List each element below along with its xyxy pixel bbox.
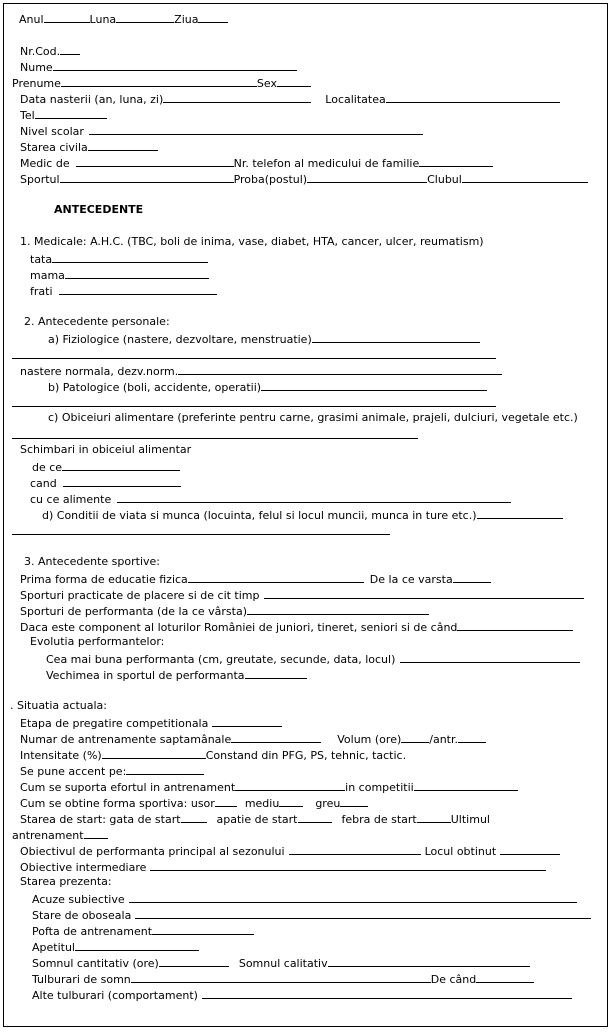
ready-field[interactable] <box>181 811 207 823</box>
father-row <box>30 251 208 265</box>
since-field[interactable] <box>476 971 534 983</box>
living-row <box>42 507 563 521</box>
consists-label: Constand din PFG, PS, tehnic, tactic. <box>205 749 407 762</box>
last-name-field[interactable] <box>53 59 297 71</box>
why-label: de ce <box>32 461 63 474</box>
trainings-field[interactable] <box>231 731 321 743</box>
normal-birth-row <box>20 363 502 377</box>
sleep-disorder-label: Tulburari de somn <box>32 973 131 986</box>
stage-row <box>20 715 282 729</box>
code-field[interactable] <box>60 43 80 55</box>
intermediate-label: Obiective intermediare <box>20 861 147 874</box>
sex-field[interactable] <box>277 75 311 87</box>
patho-field-2[interactable] <box>12 395 496 407</box>
intermediate-field[interactable] <box>150 859 546 871</box>
sleep-row <box>32 955 530 969</box>
living-field[interactable] <box>477 507 563 519</box>
diet-change-label: Schimbari in obiceiul alimentar <box>20 443 192 456</box>
sport-label: Sportul <box>20 173 60 186</box>
effort-competition-field[interactable] <box>414 779 518 791</box>
volume-field[interactable] <box>401 731 429 743</box>
place-field[interactable] <box>500 843 560 855</box>
sleep-disorder-row <box>32 971 534 985</box>
foods-label: cu ce alimente <box>30 493 112 506</box>
stage-field[interactable] <box>212 715 282 727</box>
trainings-row <box>20 731 486 745</box>
physio-field-2[interactable] <box>12 347 496 359</box>
mother-field[interactable] <box>65 267 209 279</box>
day-field[interactable] <box>198 11 228 23</box>
sleep-quantity-field[interactable] <box>159 955 229 967</box>
club-field[interactable] <box>462 171 588 183</box>
performance-label: Sporturi de performanta (de la ce vârsta) <box>20 605 247 618</box>
first-pe-row <box>20 571 491 585</box>
team-label: Daca este component al loturilor României de juniori, tineret, seniori si de când <box>20 621 458 634</box>
normal-birth-field[interactable] <box>178 363 502 375</box>
from-age-field[interactable] <box>453 571 491 583</box>
physio-line-2 <box>12 347 496 361</box>
seniority-label: Vechimea in sportul de performanta <box>46 669 245 682</box>
form-easy-label: Cum se obtine forma sportiva: usor <box>20 797 215 810</box>
physio-label: a) Fiziologice (nastere, dezvoltare, menstruatie) <box>48 333 312 346</box>
mother-row <box>30 267 209 281</box>
siblings-label: frati <box>30 285 53 298</box>
event-label: Proba(postul) <box>233 173 308 186</box>
locality-field[interactable] <box>386 91 560 103</box>
complaints-field[interactable] <box>129 891 577 903</box>
month-field[interactable] <box>116 11 174 23</box>
birth-row <box>20 91 560 105</box>
intensity-label: Intensitate (%) <box>20 749 102 762</box>
education-field[interactable] <box>89 123 423 135</box>
complaints-row <box>32 891 577 905</box>
leisure-row <box>20 587 584 601</box>
sex-label: Sex <box>256 77 277 90</box>
father-label: tata <box>30 253 53 266</box>
living-label: d) Conditii de viata si munca (locuinta, felul si locul muncii, munca in ture etc.) <box>42 509 477 522</box>
diet-line <box>12 427 418 441</box>
effort-label: Cum se suporta efortul in antrenament <box>20 781 236 794</box>
in-competition-label: in competitii <box>345 781 414 794</box>
best-field[interactable] <box>400 651 580 663</box>
intensity-field[interactable] <box>102 747 206 759</box>
first-pe-field[interactable] <box>188 571 364 583</box>
form-medium-field[interactable] <box>279 795 303 807</box>
fatigue-row <box>32 907 591 921</box>
marital-label: Starea civila <box>20 141 88 154</box>
seniority-row <box>46 667 307 681</box>
current-heading: . Situatia actuala: <box>10 699 107 712</box>
appetite-field[interactable] <box>75 939 199 951</box>
doctor-label: Medic de <box>20 157 70 170</box>
fatigue-field[interactable] <box>135 907 591 919</box>
team-field[interactable] <box>457 619 573 631</box>
first-name-label: Prenume <box>12 77 61 90</box>
phone-field[interactable] <box>35 107 107 119</box>
code-label: Nr.Cod. <box>20 45 61 58</box>
emphasis-label: Se pune accent pe: <box>20 765 127 778</box>
normal-birth-label: nastere normala, dezv.norm. <box>20 365 179 378</box>
medical-sport-form <box>3 3 608 1027</box>
diet-heading: c) Obiceiuri alimentare (preferinte pentru carne, grasimi animale, prajeli, dulciuri, vegetale etc.) <box>48 411 578 424</box>
other-disorders-field[interactable] <box>202 987 572 999</box>
why-field[interactable] <box>62 459 180 471</box>
ready-label: Starea de start: gata de start <box>20 813 181 826</box>
sleep-quality-field[interactable] <box>328 955 530 967</box>
sleep-quantity-label: Somnul cantitativ (ore) <box>32 957 159 970</box>
apathy-label: apatie de start <box>216 813 298 826</box>
personal-heading: 2. Antecedente personale: <box>24 315 170 328</box>
day-label: Ziua <box>174 13 199 26</box>
father-field[interactable] <box>52 251 208 263</box>
why-row <box>32 459 180 473</box>
marital-row <box>20 139 158 153</box>
birth-date-label: Data nasterii (an, luna, zi) <box>20 93 164 106</box>
effort-training-field[interactable] <box>235 779 345 791</box>
patho-label: b) Patologice (boli, accidente, operatii) <box>48 381 262 394</box>
other-disorders-row <box>32 987 572 1001</box>
form-medium-label: mediu <box>244 797 280 810</box>
year-field[interactable] <box>44 11 90 23</box>
sport-row <box>20 171 588 185</box>
fever-field[interactable] <box>417 811 451 823</box>
birth-date-field[interactable] <box>163 91 311 103</box>
when-row <box>30 475 181 489</box>
foods-field[interactable] <box>117 491 511 503</box>
code-row <box>20 43 80 57</box>
stage-label: Etapa de pregatire competitionala <box>20 717 209 730</box>
since-label: De când <box>430 973 477 986</box>
place-label: Locul obtinut <box>424 845 497 858</box>
appetite-training-row <box>32 923 254 937</box>
patho-row <box>48 379 487 393</box>
club-label: Clubul <box>427 173 462 186</box>
patho-field[interactable] <box>261 379 487 391</box>
form-hard-label: greu <box>315 797 341 810</box>
emphasis-row <box>20 763 204 777</box>
doctor-phone-label: Nr. telefon al medicului de familie <box>233 157 420 170</box>
doctor-phone-field[interactable] <box>419 155 493 167</box>
sleep-disorder-field[interactable] <box>131 971 431 983</box>
form-hard-field[interactable] <box>340 795 368 807</box>
doctor-row <box>20 155 493 169</box>
last-name-row <box>20 59 297 73</box>
living-field-2[interactable] <box>12 523 390 535</box>
team-row <box>20 619 573 633</box>
phone-row <box>20 107 107 121</box>
living-line-2 <box>12 523 390 537</box>
per-training-label: /antr. <box>429 733 459 746</box>
education-row <box>20 123 423 137</box>
appetite-row <box>32 939 199 953</box>
seniority-field[interactable] <box>245 667 307 679</box>
mother-label: mama <box>30 269 65 282</box>
present-state-label: Starea prezenta: <box>20 875 112 888</box>
last-training-row <box>12 827 108 841</box>
first-pe-label: Prima forma de educatie fizica <box>20 573 188 586</box>
siblings-field[interactable] <box>59 283 217 295</box>
appetite-training-label: Pofta de antrenament <box>32 925 153 938</box>
emphasis-field[interactable] <box>126 763 204 775</box>
effort-row <box>20 779 518 793</box>
date-row <box>19 11 228 25</box>
first-name-field[interactable] <box>61 75 257 87</box>
goal-label: Obiectivul de performanta principal al sezonului <box>20 845 285 858</box>
marital-field[interactable] <box>88 139 158 151</box>
form-easy-field[interactable] <box>215 795 237 807</box>
antecedents-title: ANTECEDENTE <box>54 203 144 216</box>
month-label: Luna <box>89 13 117 26</box>
trainings-label: Numar de antrenamente saptamânale <box>20 733 232 746</box>
start-state-row <box>20 811 490 825</box>
goal-row <box>20 843 560 857</box>
performance-row <box>20 603 429 617</box>
last-label: Ultimul <box>450 813 490 826</box>
when-label: cand <box>30 477 57 490</box>
patho-line-2 <box>12 395 496 409</box>
last-training-label: antrenament <box>12 829 84 842</box>
form-row <box>20 795 368 809</box>
evolution-label: Evolutia performantelor: <box>30 635 165 648</box>
per-training-field[interactable] <box>458 731 486 743</box>
intermediate-row <box>20 859 546 873</box>
year-label: Anul <box>19 13 44 26</box>
fatigue-label: Stare de oboseala <box>32 909 132 922</box>
foods-row <box>30 491 511 505</box>
last-training-field[interactable] <box>84 827 108 839</box>
phone-label: Tel <box>20 109 35 122</box>
sport-field[interactable] <box>60 171 234 183</box>
siblings-row <box>30 283 217 297</box>
medical-heading: 1. Medicale: A.H.C. (TBC, boli de inima, vase, diabet, HTA, cancer, ulcer, reumatism) <box>20 235 484 248</box>
appetite-label: Apetitul <box>32 941 75 954</box>
sleep-quality-label: Somnul calitativ <box>238 957 328 970</box>
doctor-field[interactable] <box>76 155 234 167</box>
performance-field[interactable] <box>247 603 429 615</box>
best-row <box>46 651 580 665</box>
last-name-label: Nume <box>20 61 53 74</box>
locality-label: Localitatea <box>325 93 386 106</box>
intensity-row <box>20 747 406 761</box>
appetite-training-field[interactable] <box>152 923 254 935</box>
volume-label: Volum (ore) <box>337 733 402 746</box>
goal-field[interactable] <box>289 843 421 855</box>
leisure-field[interactable] <box>264 587 584 599</box>
apathy-field[interactable] <box>298 811 332 823</box>
when-field[interactable] <box>63 475 181 487</box>
diet-field[interactable] <box>12 427 418 439</box>
first-name-row <box>12 75 311 89</box>
physio-field[interactable] <box>312 331 480 343</box>
complaints-label: Acuze subiective <box>32 893 125 906</box>
physio-row <box>48 331 480 345</box>
other-disorders-label: Alte tulburari (comportament) <box>32 989 198 1002</box>
leisure-label: Sporturi practicate de placere si de cit timp <box>20 589 260 602</box>
event-field[interactable] <box>307 171 427 183</box>
from-age-label: De la ce varsta <box>369 573 453 586</box>
sport-history-heading: 3. Antecedente sportive: <box>24 555 161 568</box>
education-label: Nivel scolar <box>20 125 84 138</box>
best-label: Cea mai buna performanta (cm, greutate, secunde, data, locul) <box>46 653 396 666</box>
fever-label: febra de start <box>341 813 417 826</box>
